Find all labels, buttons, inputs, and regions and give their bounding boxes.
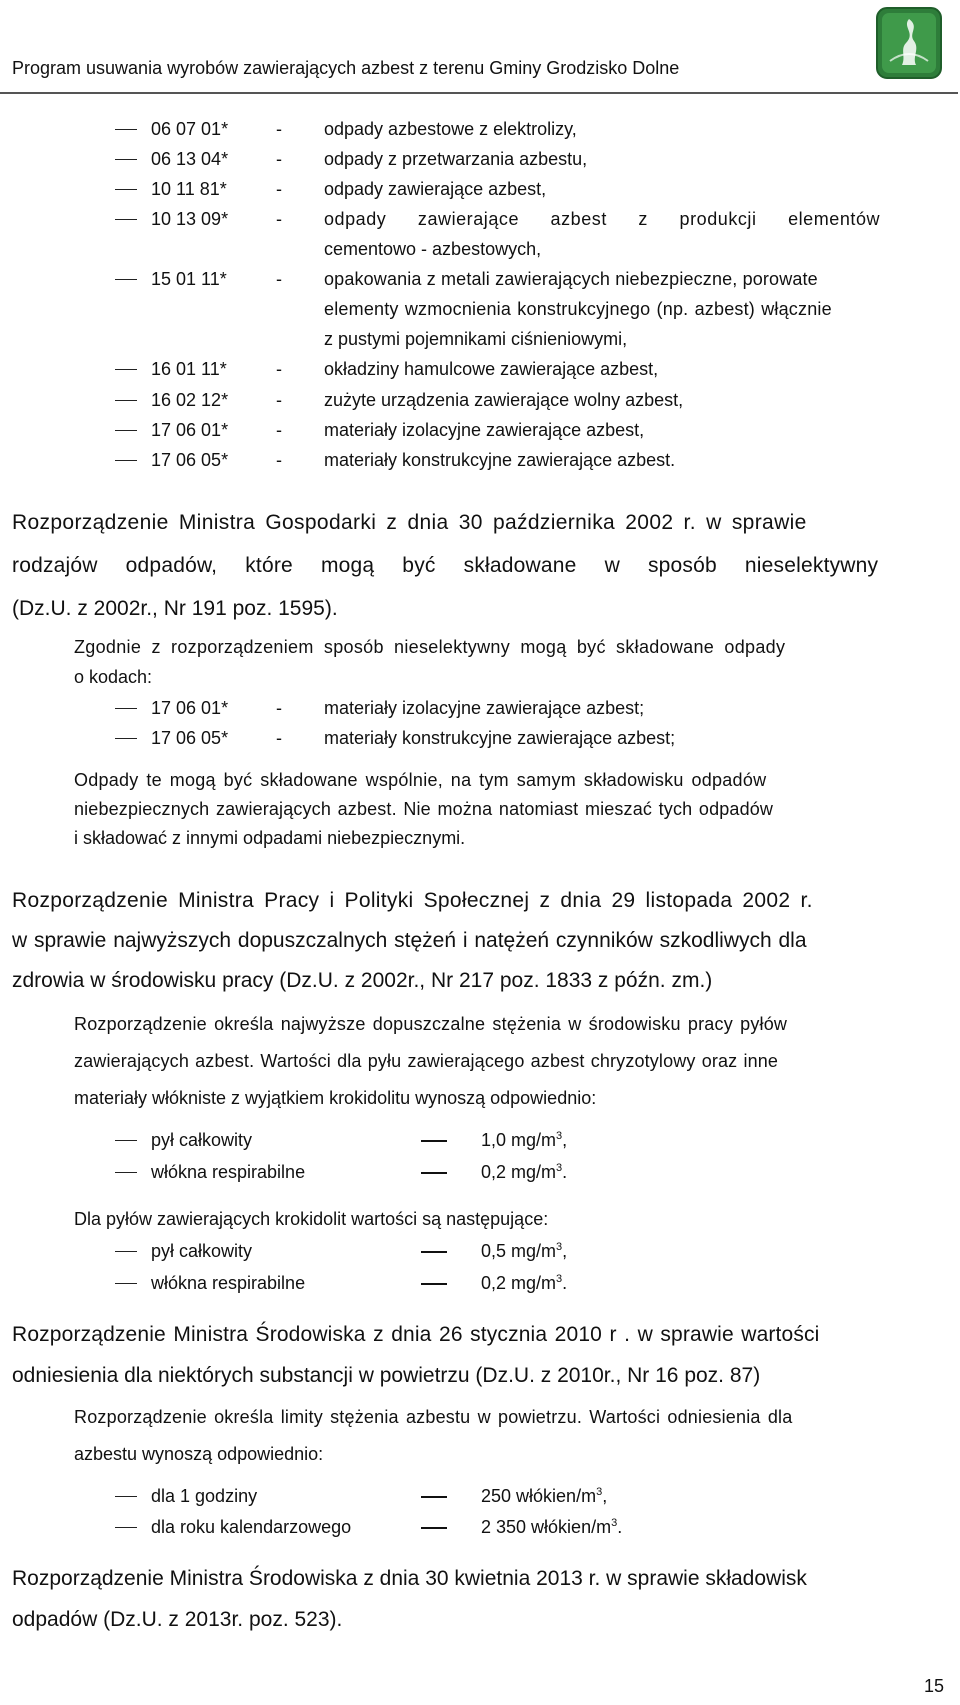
list-dash [115, 1140, 137, 1141]
section-heading-cont: odniesienia dla niektórych substancji w powietrzu (Dz.U. z 2010r., Nr 16 poz. 87) [12, 1364, 761, 1387]
list-code: 10 11 81* [151, 179, 227, 199]
value-amount: 0,5 $mg/m^3$, [481, 1241, 568, 1261]
list-dash [115, 460, 137, 461]
list-dash [115, 1172, 137, 1173]
list-text-cont: elementy wzmocnienia konstrukcyjnego (np. azbest) włącznie [324, 299, 832, 319]
list-code: 10 13 09* [151, 209, 229, 229]
page-header [0, 0, 960, 96]
list-text: odpady z przetwarzania azbestu, [324, 149, 588, 169]
list-text: zużyte urządzenia zawierające wolny azbest, [324, 390, 684, 410]
list-dash [115, 430, 137, 431]
value-label: włókna respirabilne [151, 1273, 306, 1293]
list-sep: - [276, 269, 282, 289]
list-sep: - [276, 149, 282, 169]
list-dash [115, 369, 137, 370]
list-code: 16 01 11* [151, 359, 227, 379]
list-sep: - [276, 420, 282, 440]
value-label: pył całkowity [151, 1130, 253, 1150]
list-text: opakowania z metali zawierających niebezpieczne, porowate [324, 269, 818, 289]
section-heading: Rozporządzenie Ministra Środowiska z dnia 26 stycznia 2010 r . w sprawie wartości [12, 1323, 820, 1346]
list-sep: - [276, 179, 282, 199]
list-dash [115, 159, 137, 160]
list-text: materiały konstrukcyjne zawierające azbest. [324, 450, 676, 470]
paragraph-cont: zawierających azbest. Wartości dla pyłu zawierającego azbest chryzotylowy oraz inne [74, 1051, 779, 1071]
value-label: włókna respirabilne [151, 1162, 306, 1182]
value-dash [421, 1172, 447, 1174]
list-text: okładziny hamulcowe zawierające azbest, [324, 359, 659, 379]
list-text: odpady azbestowe z elektrolizy, [324, 119, 577, 139]
paragraph: Dla pyłów zawierających krokidolit wartości są następujące: [74, 1209, 549, 1229]
value-dash [421, 1140, 447, 1142]
list-text-cont: cementowo - azbestowych, [324, 239, 542, 259]
section-heading-cont: (Dz.U. z 2002r., Nr 191 poz. 1595). [12, 597, 338, 620]
value-dash [421, 1251, 447, 1253]
list-sep: - [276, 119, 282, 139]
value-dash [421, 1496, 447, 1498]
list-code: 06 07 01* [151, 119, 229, 139]
section-heading-cont: rodzajów odpadów, które mogą być składowane w sposób nieselektywny [12, 554, 879, 577]
list-code: 17 06 01* [151, 420, 229, 440]
header-divider [0, 92, 958, 94]
list-text-cont: z pustymi pojemnikami ciśnieniowymi, [324, 329, 628, 349]
value-label: dla 1 godziny [151, 1486, 258, 1506]
paragraph-cont: azbestu wynoszą odpowiednio: [74, 1444, 324, 1464]
list-text: materiały izolacyjne zawierające azbest, [324, 420, 645, 440]
paragraph-cont: i składować z innymi odpadami niebezpiecznymi. [74, 828, 466, 848]
list-code: 17 06 01* [151, 698, 229, 718]
page-number: 15 [924, 1676, 945, 1696]
list-dash [115, 738, 137, 739]
list-text: materiały izolacyjne zawierające azbest; [324, 698, 645, 718]
header-title: Program usuwania wyrobów zawierających azbest z terenu Gminy Grodzisko Dolne [12, 58, 680, 78]
list-code: 17 06 05* [151, 728, 229, 748]
list-code: 15 01 11* [151, 269, 227, 289]
list-code: 16 02 12* [151, 390, 229, 410]
list-dash [115, 1527, 137, 1528]
section-heading: Rozporządzenie Ministra Gospodarki z dnia 30 października 2002 r. w sprawie [12, 511, 807, 534]
value-amount: 0,2 $mg/m^3$. [481, 1273, 568, 1293]
list-text: odpady zawierające azbest z produkcji elementów [324, 209, 881, 229]
list-code: 06 13 04* [151, 149, 229, 169]
list-dash [115, 1496, 137, 1497]
list-dash [115, 1283, 137, 1284]
value-amount: 1,0 $mg/m^3$, [481, 1130, 568, 1150]
value-amount: 0,2 $mg/m^3$. [481, 1162, 568, 1182]
paragraph: Odpady te mogą być składowane wspólnie, na tym samym składowisku odpadów [74, 770, 767, 790]
logo-icon [876, 7, 942, 79]
list-dash [115, 279, 137, 280]
value-amount: 2 350 włókien/$m^3$. [481, 1517, 623, 1537]
list-sep: - [276, 728, 282, 748]
list-dash [115, 1251, 137, 1252]
value-label: pył całkowity [151, 1241, 253, 1261]
section-heading: Rozporządzenie Ministra Pracy i Polityki Społecznej z dnia 29 listopada 2002 r. [12, 889, 813, 912]
list-dash [115, 219, 137, 220]
paragraph-cont: materiały włókniste z wyjątkiem krokidolitu wynoszą odpowiednio: [74, 1088, 597, 1108]
list-text: materiały konstrukcyjne zawierające azbest; [324, 728, 676, 748]
list-sep: - [276, 390, 282, 410]
value-label: dla roku kalendarzowego [151, 1517, 352, 1537]
section-heading-cont: w sprawie najwyższych dopuszczalnych stężeń i natężeń czynników szkodliwych dla [12, 929, 807, 952]
list-dash [115, 708, 137, 709]
list-sep: - [276, 450, 282, 470]
paragraph: Rozporządzenie określa najwyższe dopuszczalne stężenia w środowisku pracy pyłów [74, 1014, 788, 1034]
list-dash [115, 129, 137, 130]
list-dash [115, 400, 137, 401]
paragraph: Zgodnie z rozporządzeniem sposób nieselektywny mogą być składowane odpady [74, 637, 786, 657]
section-heading: Rozporządzenie Ministra Środowiska z dnia 30 kwietnia 2013 r. w sprawie składowisk [12, 1567, 807, 1590]
paragraph-cont: o kodach: [74, 667, 153, 687]
list-code: 17 06 05* [151, 450, 229, 470]
list-sep: - [276, 209, 282, 229]
paragraph-cont: niebezpiecznych zawierających azbest. Nie można natomiast mieszać tych odpadów [74, 799, 774, 819]
value-dash [421, 1527, 447, 1529]
value-amount: 250 włókien/$m^3$, [481, 1486, 608, 1506]
list-dash [115, 189, 137, 190]
list-text: odpady zawierające azbest, [324, 179, 547, 199]
list-sep: - [276, 698, 282, 718]
section-heading-cont: zdrowia w środowisku pracy (Dz.U. z 2002r., Nr 217 poz. 1833 z późn. zm.) [12, 969, 713, 992]
paragraph: Rozporządzenie określa limity stężenia azbestu w powietrzu. Wartości odniesienia dla [74, 1407, 793, 1427]
section-heading-cont: odpadów (Dz.U. z 2013r. poz. 523). [12, 1608, 343, 1631]
value-dash [421, 1283, 447, 1285]
list-sep: - [276, 359, 282, 379]
